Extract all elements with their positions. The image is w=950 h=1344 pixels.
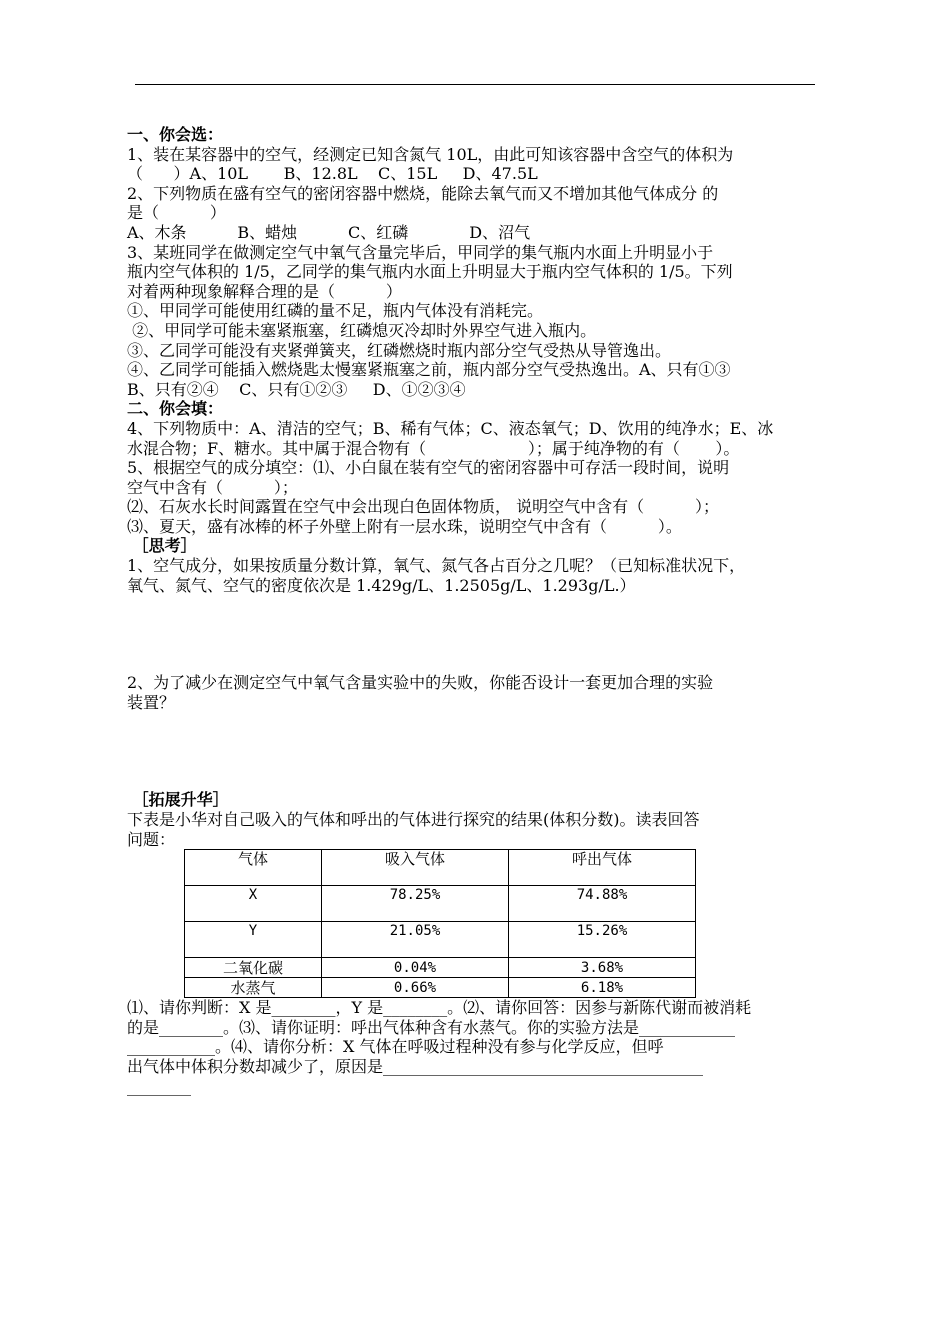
table-cell: X bbox=[185, 886, 322, 922]
section2-title: 二、你会填： bbox=[127, 399, 224, 419]
think-q1: 1、空气成分，如果按质量分数计算，氧气、氮气各占百分之几呢？（已知标准状况下， bbox=[127, 556, 746, 576]
q3-line: 3、某班同学在做测定空气中氧气含量完毕后，甲同学的集气瓶内水面上升明显小于 bbox=[127, 242, 714, 262]
table-row bbox=[185, 886, 696, 922]
table-row bbox=[185, 978, 696, 998]
table-cell: 0.66% bbox=[322, 978, 509, 998]
section1-title: 一、你会选： bbox=[127, 125, 224, 144]
think-title: ［思考］ bbox=[127, 536, 197, 556]
table-header-row bbox=[185, 850, 696, 886]
extend-intro: 下表是小华对自己吸入的气体和呼出的气体进行探究的结果(体积分数)。读表回答 bbox=[127, 810, 700, 830]
table-header: 呼出气体 bbox=[509, 850, 696, 886]
think-q2: 装置？ bbox=[127, 692, 176, 712]
gas-table bbox=[184, 849, 696, 998]
extend-question: 的是________。⑶、请你证明：呼出气体种含有水蒸气。你的实验方法是____________ bbox=[127, 1017, 736, 1037]
extend-question: ________ bbox=[127, 1076, 191, 1096]
q3-choices: B、只有②④ C、只有①②③ D、①②③④ bbox=[127, 379, 466, 399]
table-cell: 二氧化碳 bbox=[185, 958, 322, 978]
q3-option: ①、甲同学可能使用红磷的量不足，瓶内气体没有消耗完。 bbox=[127, 301, 544, 321]
q3-line: 对着两种现象解释合理的是（ ） bbox=[127, 281, 402, 301]
table-cell: 21.05% bbox=[322, 922, 509, 958]
q5-line: 5、根据空气的成分填空：⑴、小白鼠在装有空气的密闭容器中可存活一段时间，说明 bbox=[127, 458, 730, 478]
table-header: 吸入气体 bbox=[322, 850, 509, 886]
think-q1: 氧气、氮气、空气的密度依次是 1.429g/L、1.2505g/L、1.293g/L.） bbox=[127, 575, 636, 595]
q5-line: ⑵、石灰水长时间露置在空气中会出现白色固体物质， 说明空气中含有（ ）； bbox=[127, 497, 719, 517]
q1-line: （ ）A、10L B、12.8L C、15L D、47.5L bbox=[127, 164, 538, 184]
table-header: 气体 bbox=[185, 850, 322, 886]
table-row bbox=[185, 922, 696, 958]
table-cell: 74.88% bbox=[509, 886, 696, 922]
q3-line: 瓶内空气体积的 1/5，乙同学的集气瓶内水面上升明显大于瓶内空气体积的 1/5。下列 bbox=[127, 262, 733, 282]
extend-title: ［拓展升华］ bbox=[127, 790, 229, 810]
q5-line: ⑶、夏天，盛有冰棒的杯子外壁上附有一层水珠，说明空气中含有（ ）。 bbox=[127, 516, 682, 536]
think-q2: 2、为了减少在测定空气中氧气含量实验中的失败，你能否设计一套更加合理的实验 bbox=[127, 673, 714, 693]
q2-line: 2、下列物质在盛有空气的密闭容器中燃烧，能除去氧气而又不增加其他气体成分 的 bbox=[127, 183, 719, 203]
q3-option: ②、甲同学可能未塞紧瓶塞，红磷熄灭冷却时外界空气进入瓶内。 bbox=[127, 320, 597, 340]
table-cell: 78.25% bbox=[322, 886, 509, 922]
extend-question: ___________。⑷、请你分析：X 气体在呼吸过程种没有参与化学反应，但呼 bbox=[127, 1037, 664, 1057]
table-cell: 0.04% bbox=[322, 958, 509, 978]
q4-line: 4、下列物质中：A、清洁的空气；B、稀有气体；C、液态氧气；D、饮用的纯净水；E、冰 bbox=[127, 418, 774, 438]
table-cell: Y bbox=[185, 922, 322, 958]
table-cell: 水蒸气 bbox=[185, 978, 322, 998]
table-cell: 15.26% bbox=[509, 922, 696, 958]
header-rule bbox=[135, 84, 815, 85]
q4-line: 水混合物；F、糖水。其中属于混合物有（ ）；属于纯净物的有（ ）。 bbox=[127, 438, 740, 458]
worksheet bbox=[127, 125, 824, 1096]
q3-option: ④、乙同学可能插入燃烧匙太慢塞紧瓶塞之前，瓶内部分空气受热逸出。A、只有①③ bbox=[127, 360, 731, 380]
q1-line: 1、装在某容器中的空气，经测定已知含氮气 10L，由此可知该容器中含空气的体积为 bbox=[127, 144, 734, 164]
q2-options: A、木条 B、蜡烛 C、红磷 D、沼气 bbox=[127, 222, 531, 242]
table-cell: 3.68% bbox=[509, 958, 696, 978]
extend-intro: 问题： bbox=[127, 829, 176, 849]
extend-question: 出气体中体积分数却减少了，原因是________________________________________ bbox=[127, 1057, 704, 1076]
q3-option: ③、乙同学可能没有夹紧弹簧夹，红磷燃烧时瓶内部分空气受热从导管逸出。 bbox=[127, 340, 672, 360]
table-cell: 6.18% bbox=[509, 978, 696, 998]
q5-line: 空气中含有（ ）； bbox=[127, 477, 298, 497]
q2-line: 是（ ） bbox=[127, 203, 226, 223]
table-row bbox=[185, 958, 696, 978]
extend-question: ⑴、请你判断：X 是________，Y 是________。⑵、请你回答：因参与新陈代谢而被消耗 bbox=[127, 998, 752, 1018]
